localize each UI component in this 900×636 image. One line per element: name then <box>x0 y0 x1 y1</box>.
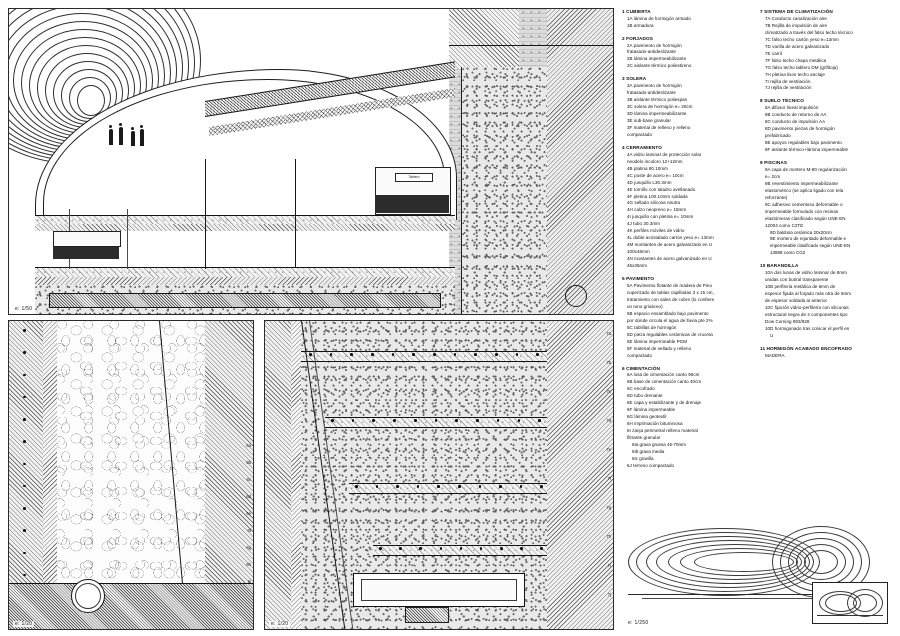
legend-item: 4L doble acristalado cartón yeso e= 13mm <box>627 235 714 241</box>
detail-left-panel <box>8 320 254 630</box>
legend-item: 4C poste de acero e= 10cm <box>627 172 684 178</box>
legend-item: 10A dos lunas de vidrio laminar de 8mm <box>765 270 847 276</box>
legend-item: 6D tubo drenante <box>627 393 663 399</box>
legend-subitem: 9E mortero de rejuntado deformable e <box>770 236 847 242</box>
dim-label: 7a <box>606 331 611 336</box>
legend-item: 4H calzo neopreno e= 15mm <box>627 207 687 213</box>
legend-item: 6A losa de cimentación canto 90cm <box>627 372 700 378</box>
curtain-wall-mullion <box>295 159 296 267</box>
legend-item: 7C falso techo cartón yeso e=13mm <box>765 36 839 42</box>
foundation-slab <box>49 293 441 308</box>
legend-subitem: impermeable clasificado según UNE-EN <box>770 243 851 249</box>
legend-item: 2B lámina impermeabilizante <box>627 56 687 62</box>
legend-item: 6J terreno compactado <box>627 462 675 468</box>
legend-item: 4I junquillo con pletina e= 10mm <box>627 214 694 220</box>
dim-label: 7b <box>606 360 611 365</box>
detail-mid-scale-label: e: 1/20 <box>271 621 289 627</box>
legend-group <box>760 159 890 257</box>
legend-item: elastomérico (se aplica ligado con tela <box>765 187 844 193</box>
axo-scale-label: e: 1/250 <box>628 620 649 626</box>
dim-label: 7i <box>607 563 611 568</box>
legend-subitem: 6Ib grava media <box>632 449 665 455</box>
legend-group <box>622 75 752 139</box>
legend-subitem: 13888 como CG2 <box>770 250 806 256</box>
legend-item: 7G falso techo tablero DM (grifitoja) <box>765 64 838 70</box>
rebar-row-3 <box>355 485 543 488</box>
legend-item: 4K perfiles móviles de vidrio <box>627 228 685 234</box>
legend-group-title: 4 CERRAMIENTO <box>622 144 663 150</box>
legend-item: compactado <box>627 131 653 137</box>
legend-item: 6B base de cimentación canto 40cm <box>627 379 702 385</box>
legend-group <box>760 262 890 339</box>
rebar-row-1 <box>309 353 539 356</box>
legend-item: 4J tubo 30.3mm <box>627 221 660 227</box>
legend-group-title: 8 SUELO TÉCNICO <box>760 98 804 104</box>
legend-item: 6H imprimación bituminosa <box>627 421 683 427</box>
legend-group-title: 2 FORJADOS <box>622 35 653 41</box>
legend-group-title: 1 CUBIERTA <box>622 9 651 14</box>
legend-item: 6I zanja perimetral relleno material <box>627 428 698 434</box>
legend-item: estructural negra de 2 componentes tipo <box>765 311 848 317</box>
ground-line <box>449 45 613 46</box>
legend-item: 1B armadura <box>627 22 654 28</box>
legend-item: 8D pavimento piezas de hormigón <box>765 126 835 132</box>
dimension-labels-mid-panel <box>606 331 611 597</box>
legend-item: 4N montantes de acero galvanizado en U <box>627 256 712 262</box>
dim-label: 7e <box>606 447 611 452</box>
legend-item: 5C tablillas de hormigón <box>627 324 677 330</box>
dim-label: 6i <box>247 579 251 584</box>
section-tag-label: Tablero <box>395 173 433 182</box>
legend-item: 5A Pavimento flotante de madera de Pino <box>627 282 713 288</box>
curtain-wall-mullion <box>205 159 206 269</box>
legend-item: 6E capa y estabilizante y de drenaje <box>627 400 702 406</box>
granular-filter-fill <box>57 321 206 583</box>
right-terrain-strip <box>547 321 613 629</box>
compacted-ground <box>547 9 613 314</box>
legend-item: 10B perfilería metálica de 6mm de <box>765 284 836 290</box>
dimension-labels-left-panel <box>246 443 251 584</box>
legend-group <box>622 8 752 30</box>
legend-item: 7H pletina lisos techo anclaje <box>765 71 825 77</box>
dim-label: 7h <box>606 534 611 539</box>
legend-item: por donde circula el agua de lluvia pte 2% <box>627 317 713 323</box>
legend-item: 4M montantes de acero galvanizado en U <box>627 242 713 248</box>
detail-left-scale-label: e: 1/20 <box>15 621 33 627</box>
legend-subitem: 6Ic gravilla <box>632 456 654 461</box>
legend-group-title: 5 PAVIMENTO <box>622 276 655 282</box>
dim-label: 7g <box>606 505 611 510</box>
membrane-layer <box>291 321 301 629</box>
legend-item: 7D varilla de acero galvanizado <box>765 43 830 49</box>
legend-item: 8B conducto de retorno de AA <box>765 112 827 118</box>
legend-item: compactado <box>627 352 653 358</box>
upper-floor-insulation <box>35 224 455 231</box>
legend-item: 5B espacio ensamblado bajo pavimento <box>627 310 709 316</box>
rebar-row-2 <box>331 419 541 422</box>
section-scale-label: e: 1/50 <box>15 306 33 312</box>
legend-group-title: 9 PISCINAS <box>760 160 788 165</box>
legend-item: 3B aislante térmico poliespan <box>627 97 688 103</box>
legend-column-1 <box>622 8 752 488</box>
dim-label: 6c <box>246 477 251 482</box>
legend-group <box>760 345 890 360</box>
legend-item: cuperizado de tablas capilladas 3 x 15 cm, <box>627 289 714 295</box>
legend-item: 9C adhesivo cementoso deformable o <box>765 201 843 207</box>
legend-item: 3F material de relleno y relleno <box>627 124 691 130</box>
legend-item: 2C aislante térmico poliestireno <box>627 63 692 69</box>
glazed-opening-dark-band <box>375 195 449 213</box>
legend-item: 100x46mm <box>627 249 650 255</box>
legend-group-title: 6 CIMENTACIÓN <box>622 365 660 371</box>
legend-item: 4A vidrio laminar de protección solar <box>627 151 702 157</box>
legend-group-title: 10 BARANDILLA <box>760 263 799 269</box>
legend-item: 3E sub-base granular <box>627 118 672 123</box>
legend-item: un tono grisáceo) <box>627 303 663 309</box>
legend-item: 3D lámina impermeabilizante <box>627 111 687 117</box>
technical-room-block <box>53 245 119 259</box>
gravel-drainage-fill <box>461 67 549 314</box>
technical-duct-inner <box>361 579 517 601</box>
legend-item: 7E carril <box>765 50 782 56</box>
legend-item: 1A lámina de hormigón armado <box>627 15 691 21</box>
legend-item: reforzante) <box>765 194 788 200</box>
constructive-section-panel <box>8 8 614 315</box>
detail-callout-circle <box>565 285 587 307</box>
legend-item: 2A pavimento de hormigón <box>627 42 682 48</box>
legend-item: 4G sellado silicona neutra <box>627 200 681 206</box>
duct-support-block <box>405 607 449 623</box>
legend-item: 8A difusor lineal impulsión <box>765 105 819 111</box>
axonometric-key-panel <box>622 498 892 628</box>
legend-item: 46x36mm <box>627 263 648 269</box>
legend-item: de espesor soldada al anterior <box>765 298 828 304</box>
legend-item: 4D junquillo L30.3mm <box>627 179 672 185</box>
legend-item: 6C encofrado <box>627 386 655 392</box>
legend-item: 6G lámina geotextil <box>627 414 667 420</box>
legend-item: 7B Rejilla de impulsión de aire <box>765 22 828 28</box>
scale-figure <box>109 129 113 145</box>
legend-item: prefabricado <box>765 133 791 139</box>
legend-item: 7F falso techo chapa metálica <box>765 57 827 63</box>
terrain-hatch <box>449 9 519 69</box>
legend-item: 8E apoyos regulables bajo pavimento <box>765 140 842 146</box>
legend-item: MADERA <box>765 352 785 358</box>
legend-item: neodelo incoloro 12+12mm <box>627 158 683 164</box>
legend-subitem: 9D baldosa cerámica 20x20cm <box>770 229 832 235</box>
legend-item: climatizado a través del falso techo técnico <box>765 29 853 35</box>
legend-group-title: 11 HORMIGÓN ACABADO ENCOFRADO <box>760 345 853 351</box>
scale-figure <box>140 129 144 146</box>
legend-item: 4F pletina 100.10mm soldada <box>627 193 688 199</box>
legend-item: 7I rejilla de ventilación <box>765 78 811 84</box>
legend-item: 5D pieza regulables cerámicas de cruceta <box>627 331 713 337</box>
rebar-row-4 <box>379 547 543 550</box>
scale-figure <box>131 131 135 146</box>
legend-group <box>622 35 752 71</box>
legend-item: 6F lámina impermeable <box>627 407 676 413</box>
legend-item: 12004 como C2TE <box>765 222 804 228</box>
detail-mid-panel <box>264 320 614 630</box>
legend-column-2 <box>760 8 890 488</box>
legend-item: 10D hormigonado tras colocar el perfil en <box>765 325 850 331</box>
legend-item: fratasado-antideslizante <box>627 90 676 96</box>
dim-label: 6e <box>246 511 251 516</box>
legend-subitem: 6Ia grava gruesa 45-70mm <box>632 442 687 448</box>
legend-group <box>622 365 752 470</box>
legend-group <box>760 97 890 154</box>
legend-item: 3A pavimento de hormigón <box>627 83 682 89</box>
legend-item: 7J rejilla de ventilación <box>765 85 812 91</box>
legend-item: Dow Corning 993/828 <box>765 318 810 324</box>
legend-item: unidas con butiral transparente <box>765 277 829 283</box>
dim-label: 7j <box>607 592 611 597</box>
legend-item: e= 2cm <box>765 173 781 179</box>
legend-item: 8F aislante térmico+lámina impermeable <box>765 147 849 153</box>
legend-item: 4E tornillo con taladro avellanado <box>627 186 696 192</box>
legend-group <box>622 144 752 270</box>
drainage-pipe-inner <box>75 583 101 609</box>
legend-item: 8C conducto de impulsión AA <box>765 119 826 125</box>
legend-item: 7A Conducto canalización aire <box>765 15 827 21</box>
legend-item: 10C fijación vidrio-perfilería con siliconas <box>765 305 849 310</box>
legend <box>622 8 892 488</box>
legend-item: 9B revestimiento impermeabilizante <box>765 180 838 186</box>
dim-label: 6a <box>246 443 251 448</box>
legend-group-title: 3 SOLERA <box>622 76 647 82</box>
wall-hatch-left <box>265 321 292 629</box>
dim-label: 6g <box>246 545 251 550</box>
legend-item: filtrante granular <box>627 435 661 441</box>
dim-label: 7c <box>606 389 611 394</box>
legend-item: elastómeras clasificado según UNE-EN <box>765 215 846 221</box>
legend-item: 5E lámina impermeable PGM <box>627 338 688 344</box>
ground-floor-subbase <box>35 277 455 285</box>
legend-item: tratamiento con sales de cobre (lo confiere <box>627 296 715 302</box>
dim-label: 6h <box>246 562 251 567</box>
scale-figure <box>119 127 123 145</box>
dim-label: 7f <box>607 476 611 481</box>
technical-room-opening <box>53 231 121 247</box>
legend-item: fratasado-antideslizante <box>627 49 676 55</box>
legend-group <box>760 8 890 92</box>
base-foundation <box>9 583 253 630</box>
legend-item: impermeable formulado con resinas <box>765 208 839 214</box>
legend-group <box>622 275 752 359</box>
dim-label: 6d <box>246 494 251 499</box>
legend-item: 3C solera de hormigón e= 26cm <box>627 104 693 110</box>
legend-item: 4B platina 80.10mm <box>627 165 668 171</box>
axo-key-inset <box>812 582 888 624</box>
dim-label: 6b <box>246 460 251 465</box>
legend-item: 9A capa de mortero M-80 regularización <box>765 166 847 172</box>
dim-label: 6f <box>247 528 251 533</box>
dim-label: 7d <box>606 418 611 423</box>
legend-subitem: U <box>770 332 774 338</box>
legend-item: espesor fijada al forjado más otra de 6mm <box>765 291 852 297</box>
legend-item: 5F material de sellado y relleno <box>627 345 692 351</box>
interior-partition <box>127 209 128 269</box>
legend-group-title: 7 SISTEMA DE CLIMATIZACIÓN <box>760 9 833 14</box>
